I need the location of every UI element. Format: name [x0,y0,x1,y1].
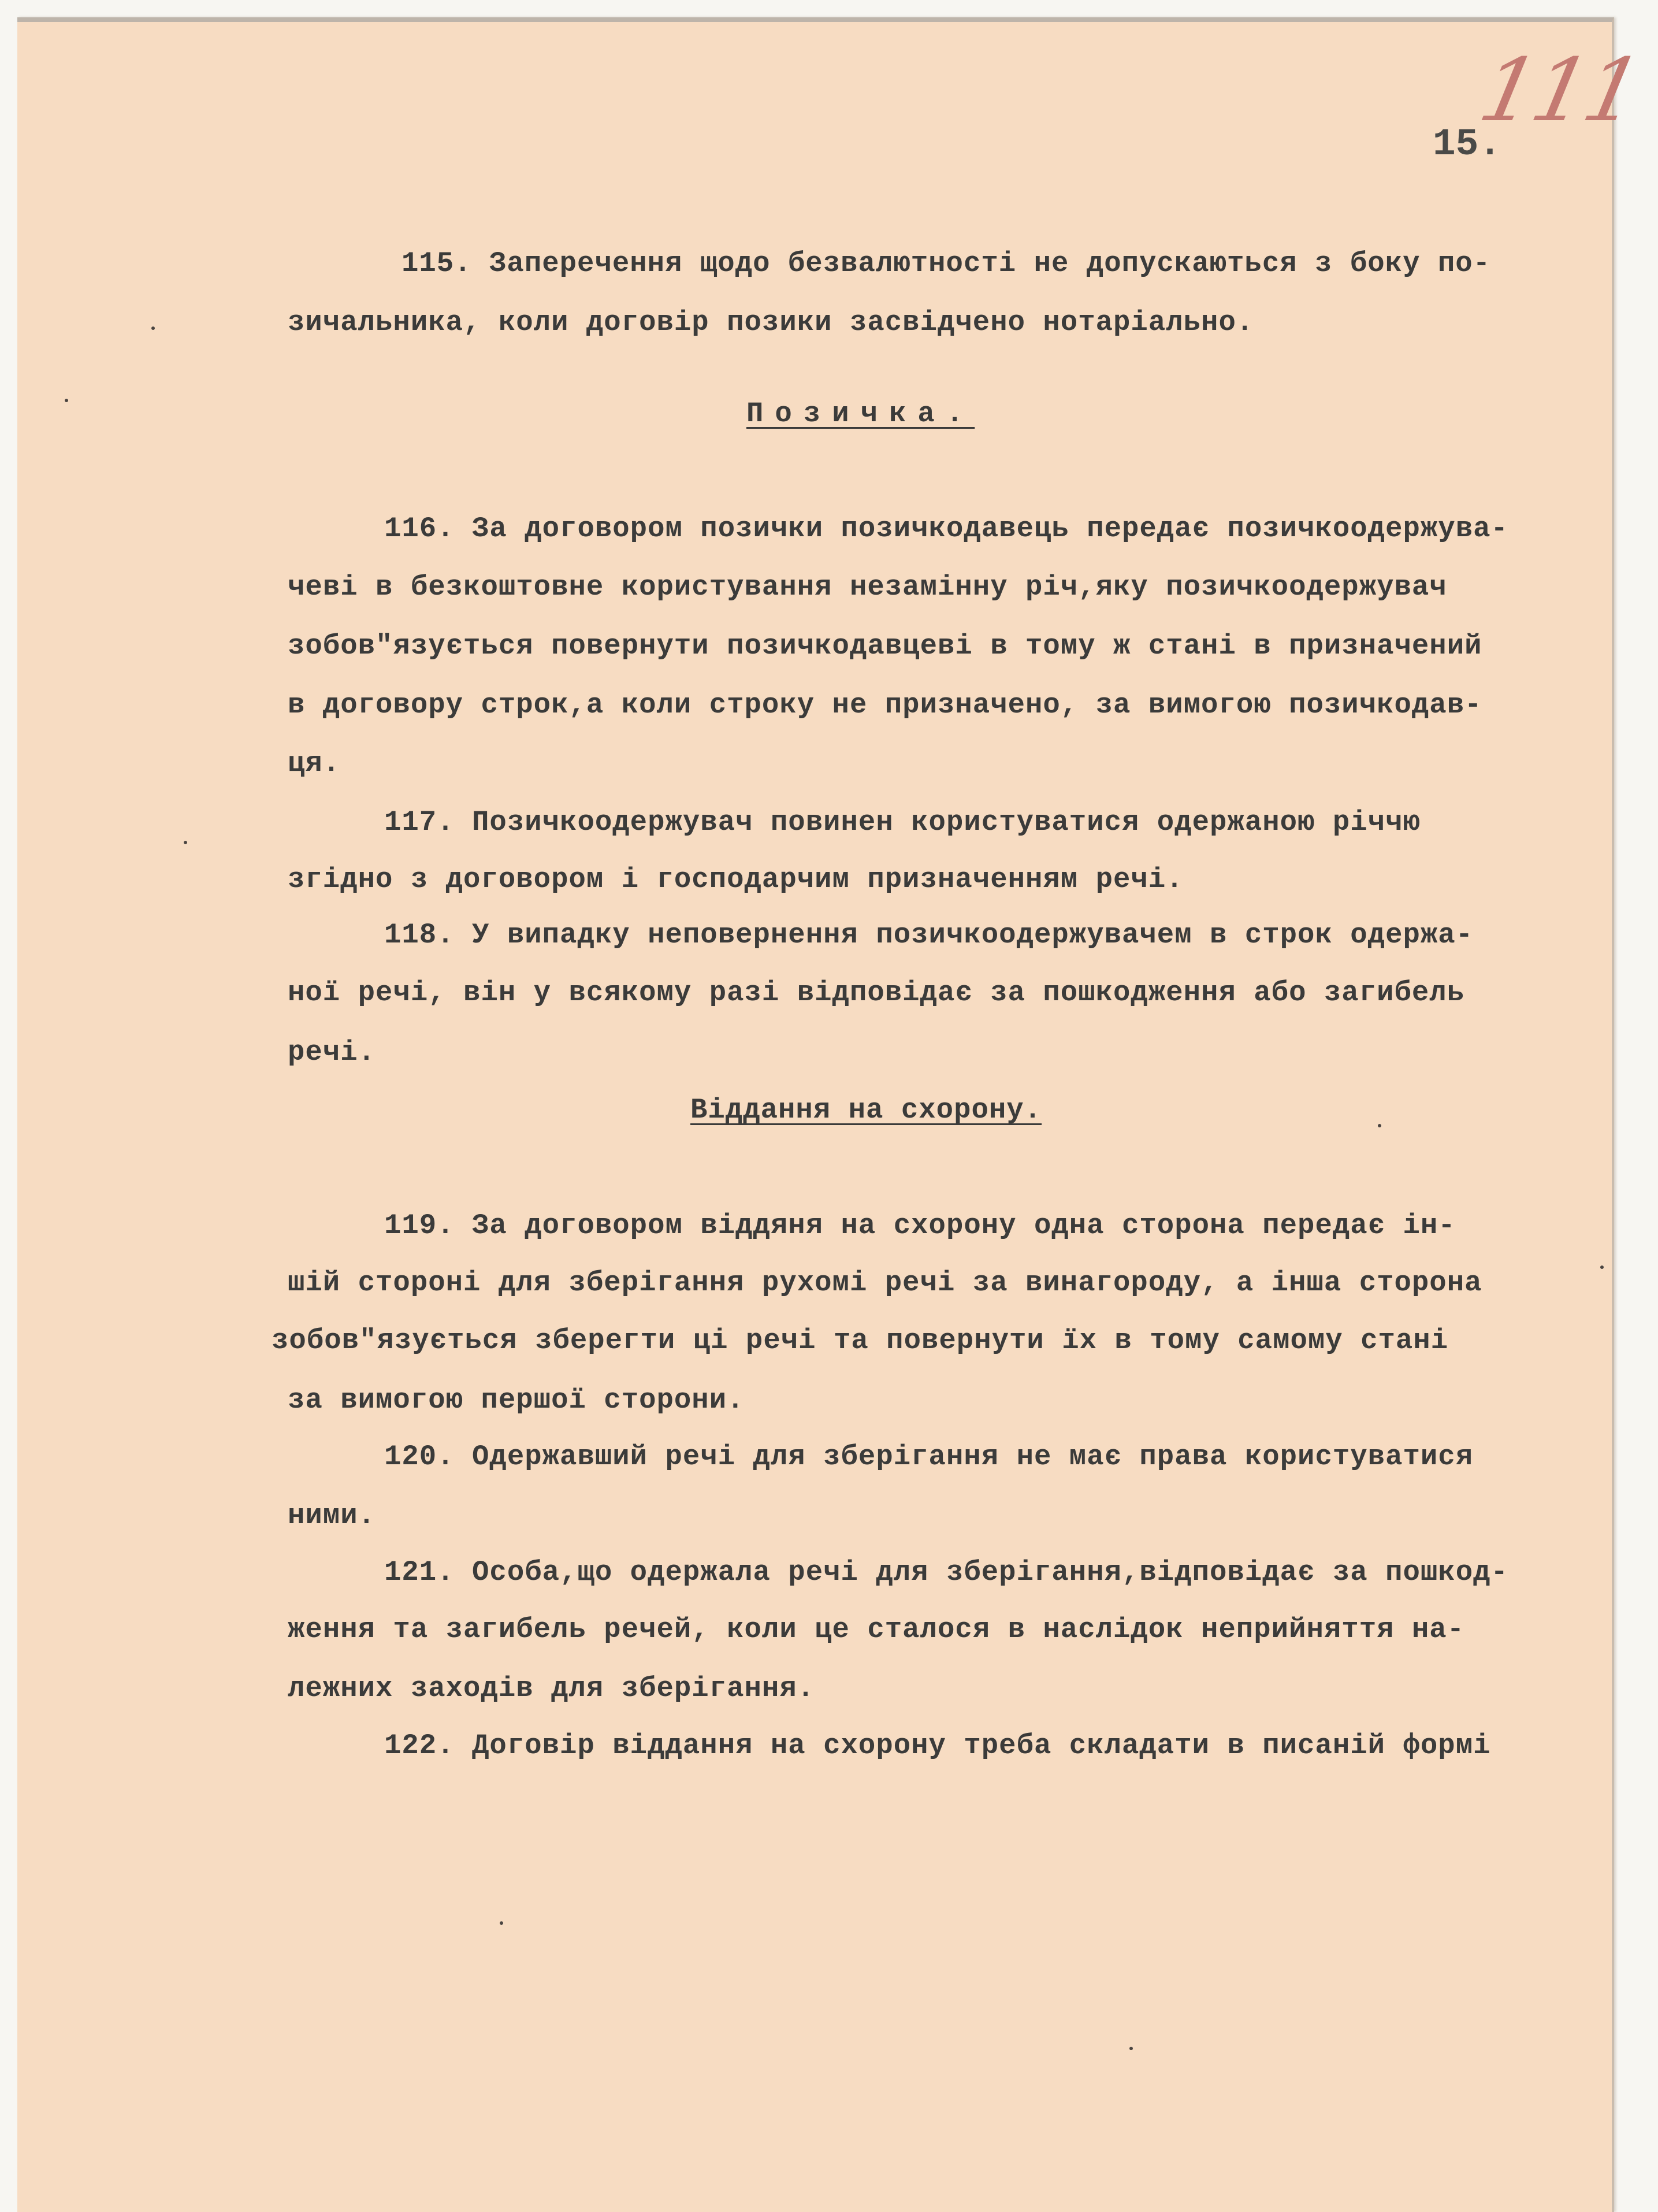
section-heading: Віддання на схорону. [690,1094,1042,1126]
paper-speck [1600,1265,1604,1269]
archive-folio-number: 111 [1471,40,1648,141]
text-line: зобов"язується повернути позичкодавцеві в тому ж стані в призначений [288,630,1482,662]
text-line: 116. За договором позички позичкодавець передає позичкоодержува- [384,513,1508,545]
text-line: 115. Заперечення щодо безвалютності не допускаються з боку по- [402,247,1491,280]
text-line: лежних заходів для зберігання. [288,1672,815,1705]
text-line: ної речі, він у всякому разі відповідає за пошкодження або загибель [288,977,1465,1009]
paper-speck [500,1921,503,1925]
paper-speck [1129,2047,1133,2050]
page-number: 15. [1433,123,1501,166]
paper-speck [1378,1124,1381,1127]
paper-speck [184,841,187,844]
text-line: зичальника, коли договір позики засвідчено нотаріально. [288,306,1254,339]
text-line: ними. [288,1500,376,1532]
text-line: 117. Позичкоодержувач повинен користуватися одержаною річчю [384,806,1421,838]
text-line: за вимогою першої сторони. [288,1384,745,1416]
text-line: 121. Особа,що одержала речі для зберігання,відповідає за пошкод- [384,1556,1508,1589]
section-heading: Позичка. [746,398,975,430]
text-line: речі. [288,1036,376,1068]
paper-speck [151,326,155,330]
text-line: 120. Одержавший речі для зберігання не має права користуватися [384,1441,1474,1473]
text-line: зобов"язується зберегти ці речі та повернути їх в тому самому стані [272,1324,1449,1357]
text-line: згідно з договором і господарчим призначенням речі. [288,863,1184,896]
text-line: 122. Договір віддання на схорону треба складати в писаній формі [384,1729,1491,1762]
text-line: 118. У випадку неповернення позичкоодержувачем в строк одержа- [384,919,1474,951]
text-line: ження та загибель речей, коли це сталося в наслідок неприйняття на- [288,1613,1465,1646]
paper-speck [65,399,68,402]
text-line: ця. [288,747,341,780]
text-line: чеві в безкоштовне користування незамінну річ,яку позичкоодержувач [288,571,1447,603]
text-line: 119. За договором віддяня на схорону одна сторона передає ін- [384,1209,1456,1242]
text-line: в договору строк,а коли строку не призначено, за вимогою позичкодав- [288,689,1482,721]
text-line: шій стороні для зберігання рухомі речі за винагороду, а інша сторона [288,1267,1482,1299]
